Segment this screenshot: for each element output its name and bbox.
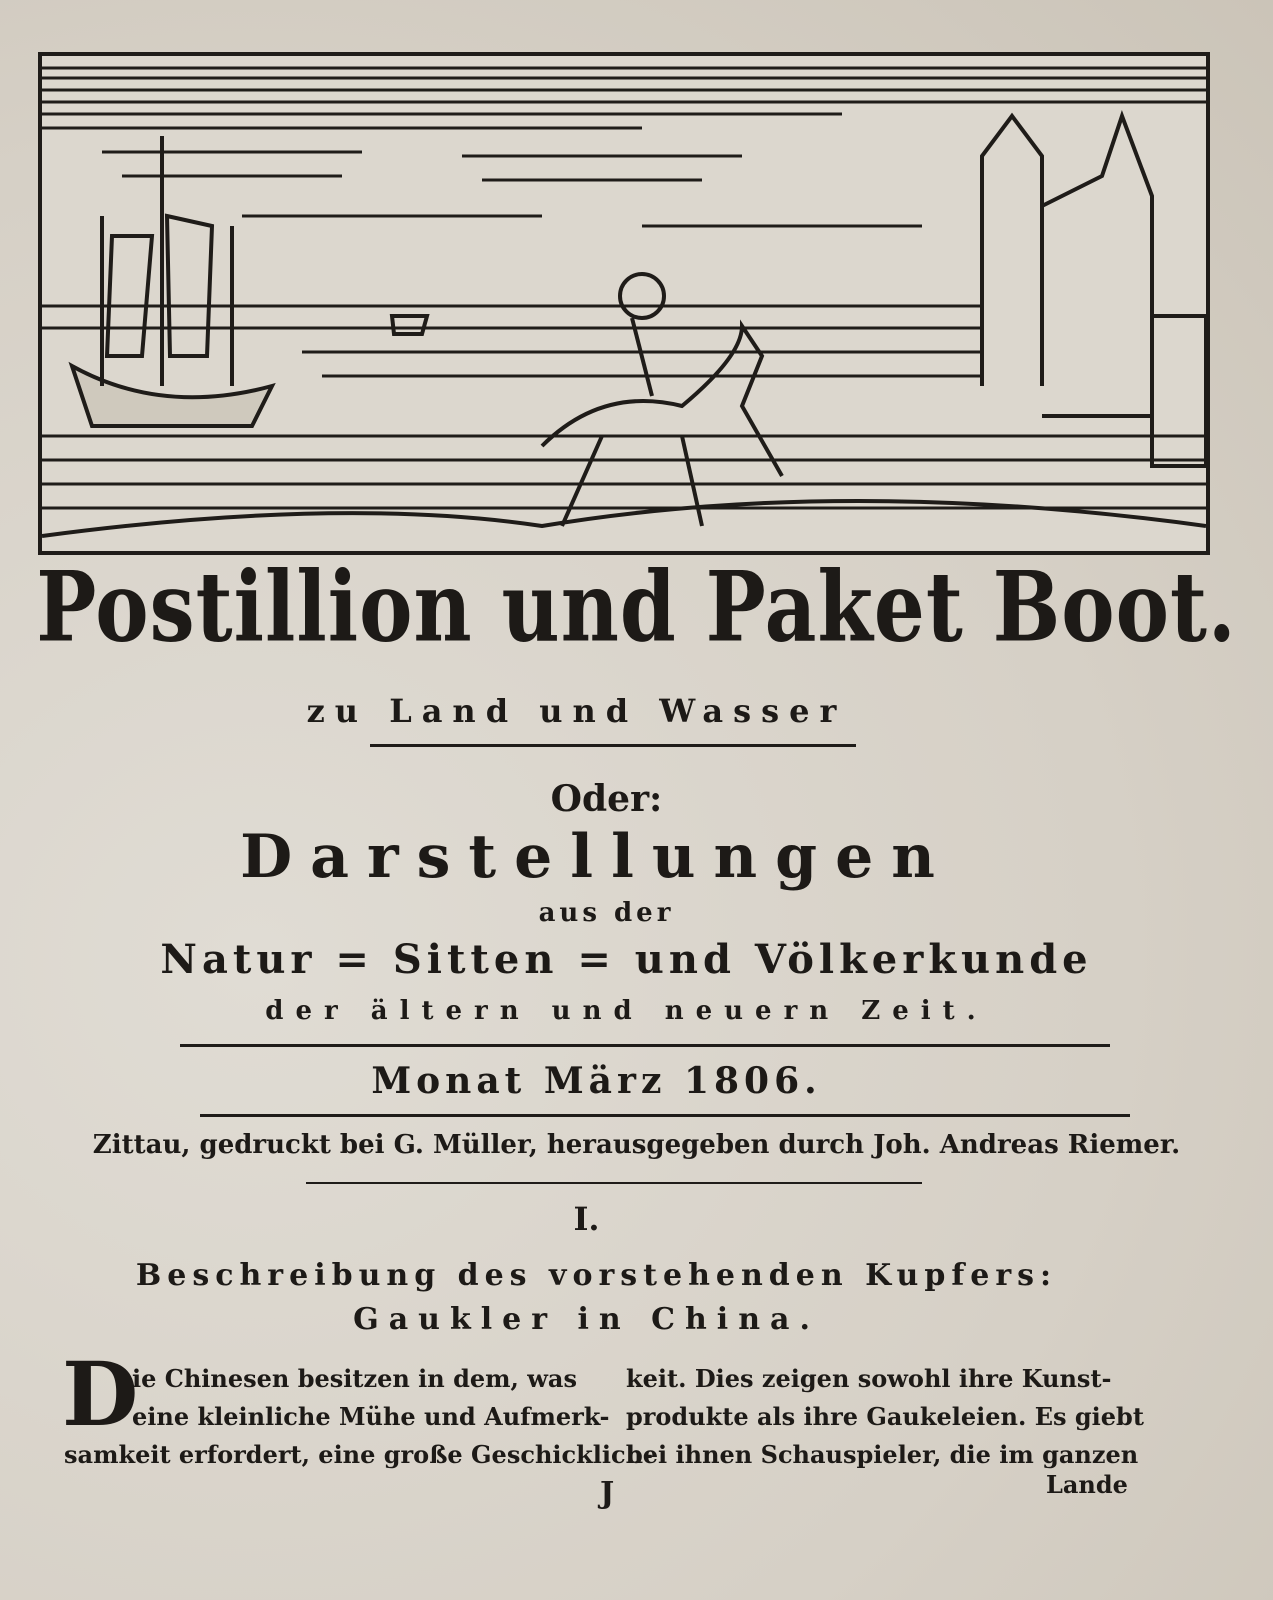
divider (180, 1044, 1110, 1047)
text-line: bei ihnen Schauspieler, die im ganzen (626, 1440, 1139, 1469)
divider (370, 744, 856, 747)
signature-mark: J (600, 1476, 615, 1511)
imprint-line: Zittau, gedruckt bei G. Müller, herausgegeben durch Joh. Andreas Riemer. (92, 1130, 1181, 1160)
catchword: Lande (1046, 1470, 1128, 1499)
topic-line: Natur = Sitten = und Völkerkunde (160, 936, 1093, 983)
main-title: Darstellungen (240, 822, 953, 892)
left-column (64, 1360, 654, 1474)
divider (306, 1182, 922, 1184)
right-column (626, 1360, 1166, 1474)
masthead-title: Postillion und Paket Boot. (36, 550, 1237, 664)
divider (200, 1114, 1130, 1117)
masthead-subtitle: zu Land und Wasser (306, 692, 847, 730)
text-line: eine kleinliche Mühe und Aufmerk- (132, 1402, 610, 1431)
drop-cap: D (62, 1342, 139, 1446)
issue-date: Monat März 1806. (371, 1060, 822, 1102)
woodcut-postillion-ship-town (42, 56, 1206, 551)
text-line: produkte als ihre Gaukeleien. Es giebt (626, 1402, 1144, 1431)
text-line: samkeit erfordert, eine große Geschicklich- (64, 1440, 654, 1469)
oder-label: Oder: (550, 778, 663, 820)
era-line: der ältern und neuern Zeit. (265, 996, 988, 1026)
article-heading: Beschreibung des vorstehenden Kupfers: (135, 1258, 1058, 1293)
aus-der-label: aus der (538, 898, 675, 928)
woodcut-illustration (38, 52, 1210, 555)
text-line: ie Chinesen besitzen in dem, was (132, 1364, 577, 1393)
article-number: I. (573, 1200, 600, 1238)
text-line: keit. Dies zeigen sowohl ihre Kunst- (626, 1364, 1112, 1393)
article-subheading: Gaukler in China. (353, 1302, 820, 1337)
